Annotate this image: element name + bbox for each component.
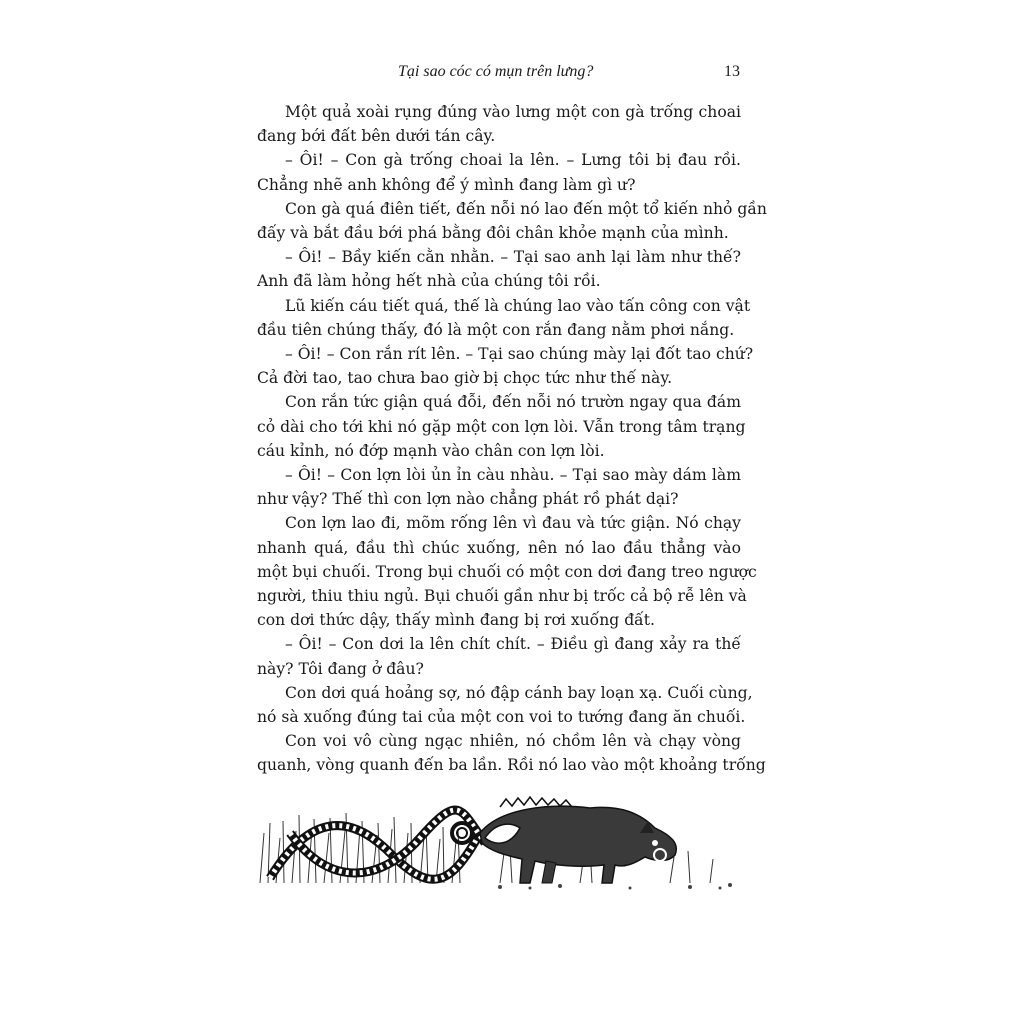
- text-line: – Ôi! – Con gà trống choai la lên. – Lưng tôi bị đau rồi.: [285, 151, 741, 170]
- text-line: Anh đã làm hỏng hết nhà của chúng tôi rồi.: [257, 272, 601, 291]
- text-line: Một quả xoài rụng đúng vào lưng một con gà trống choai: [285, 103, 741, 121]
- text-line: quanh, vòng quanh đến ba lần. Rồi nó lao vào một khoảng trống: [257, 756, 766, 775]
- text-line: nó sà xuống đúng tai của một con voi to tướng đang ăn chuối.: [257, 708, 746, 727]
- page-number: 13: [724, 63, 740, 80]
- text-line: – Ôi! – Con lợn lòi ủn ỉn càu nhàu. – Tại sao mày dám làm: [285, 466, 741, 485]
- text-line: này? Tôi đang ở đâu?: [257, 659, 424, 678]
- text-line: Lũ kiến cáu tiết quá, thế là chúng lao vào tấn công con vật: [285, 296, 751, 315]
- text-line: con dơi thức dậy, thấy mình đang bị rơi xuống đất.: [257, 611, 655, 630]
- text-line: đầu tiên chúng thấy, đó là một con rắn đang nằm phơi nắng.: [257, 320, 735, 339]
- text-line: đang bới đất bên dưới tán cây.: [257, 127, 496, 146]
- text-line: cáu kỉnh, nó đớp mạnh vào chân con lợn lòi.: [257, 441, 605, 460]
- text-line: Con gà quá điên tiết, đến nỗi nó lao đến một tổ kiến nhỏ gần: [285, 199, 767, 218]
- text-line: người, thiu thiu ngủ. Bụi chuối gần như bị trốc cả bộ rễ lên và: [257, 587, 747, 606]
- text-line: Chẳng nhẽ anh không để ý mình đang làm gì ư?: [257, 175, 636, 194]
- text-line: Con lợn lao đi, mõm rống lên vì đau và tức giận. Nó chạy: [285, 514, 741, 533]
- text-line: Con voi vô cùng ngạc nhiên, nó chồm lên và chạy vòng: [285, 732, 741, 751]
- text-line: cỏ dài cho tới khi nó gặp một con lợn lòi. Vẫn trong tâm trạng: [257, 417, 746, 436]
- text-line: đấy và bắt đầu bới phá bằng đôi chân khỏe mạnh của mình.: [257, 224, 729, 243]
- text-line: như vậy? Thế thì con lợn nào chẳng phát rồ phát dại?: [257, 490, 679, 509]
- text-line: – Ôi! – Con rắn rít lên. – Tại sao chúng mày lại đốt tao chứ?: [285, 345, 754, 364]
- story-text: [257, 100, 767, 778]
- text-line: một bụi chuối. Trong bụi chuối có một con dơi đang treo ngược: [257, 562, 757, 581]
- running-title: Tại sao cóc có mụn trên lưng?: [398, 63, 594, 80]
- ground-icon: [498, 883, 732, 890]
- text-line: nhanh quá, đầu thì chúc xuống, nên nó lao đầu thẳng vào: [257, 538, 741, 557]
- text-line: – Ôi! – Bầy kiến cằn nhằn. – Tại sao anh lại làm như thế?: [285, 248, 741, 267]
- text-line: Con dơi quá hoảng sợ, nó đập cánh bay loạn xạ. Cuối cùng,: [285, 683, 753, 702]
- text-line: Con rắn tức giận quá đỗi, đến nỗi nó trườn ngay qua đám: [285, 393, 741, 412]
- text-line: – Ôi! – Con dơi la lên chít chít. – Điều gì đang xảy ra thế: [285, 635, 741, 654]
- text-line: Cả đời tao, tao chưa bao giờ bị chọc tức như thế này.: [257, 369, 673, 388]
- illustration-snake-and-boar: [250, 793, 745, 893]
- wild-boar-icon: [480, 797, 676, 883]
- snake-icon: [270, 810, 485, 879]
- running-head: [284, 60, 740, 84]
